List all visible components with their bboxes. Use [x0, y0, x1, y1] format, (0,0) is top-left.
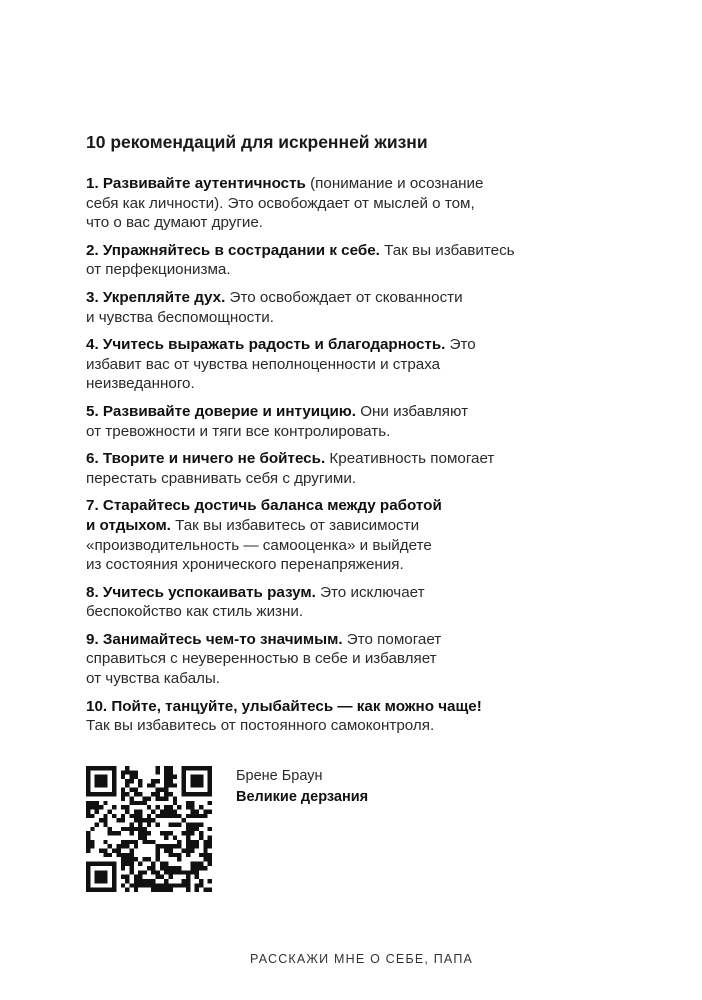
recommendation-item: [86, 630, 606, 689]
recommendation-line: [86, 630, 606, 650]
recommendation-line: [86, 213, 606, 233]
recommendation-text: себя как личности). Это освобождает от мыслей о том,: [86, 194, 475, 212]
recommendation-item: [86, 288, 606, 327]
recommendation-text: Это исключает: [315, 583, 425, 601]
recommendation-lead: 6. Творите и ничего не бойтесь.: [86, 450, 326, 468]
recommendation-text: Креативность помогает: [325, 450, 495, 468]
qr-code[interactable]: [86, 766, 212, 892]
recommendation-line: [86, 697, 606, 717]
recommendation-text: от перфекционизма.: [86, 261, 231, 279]
recommendation-lead: 5. Развивайте доверие и интуицию.: [86, 402, 357, 420]
recommendation-text: что о вас думают другие.: [86, 214, 264, 232]
recommendation-line: [86, 516, 606, 536]
recommendation-text: Так вы избавитесь от постоянного самоконтроля.: [86, 717, 435, 735]
recommendation-item: [86, 241, 606, 280]
recommendation-text: Они избавляют: [356, 402, 469, 420]
recommendation-item: [86, 697, 606, 736]
recommendation-list: [86, 174, 606, 744]
recommendation-line: [86, 469, 606, 489]
recommendation-text: из состояния хронического перенапряжения.: [86, 556, 404, 574]
recommendation-line: [86, 260, 606, 280]
recommendation-text: Это освобождает от скованности: [225, 288, 463, 306]
recommendation-item: [86, 496, 606, 574]
recommendation-line: [86, 308, 606, 328]
recommendation-line: [86, 602, 606, 622]
recommendation-text: избавит вас от чувства неполноценности и страха: [86, 355, 441, 373]
recommendation-line: [86, 174, 606, 194]
recommendation-lead: 4. Учитесь выражать радость и благодарность.: [86, 336, 446, 354]
recommendation-line: [86, 649, 606, 669]
recommendation-line: [86, 449, 606, 469]
recommendation-line: [86, 241, 606, 261]
recommendation-text: Это: [445, 336, 476, 354]
recommendation-line: [86, 716, 606, 736]
recommendation-lead: 8. Учитесь успокаивать разум.: [86, 583, 316, 601]
recommendation-line: [86, 555, 606, 575]
page-footer: [0, 952, 702, 966]
recommendation-line: [86, 583, 606, 603]
recommendation-text: беспокойство как стиль жизни.: [86, 603, 304, 621]
book-title: Великие дерзания: [236, 789, 369, 805]
recommendation-lead: 9. Занимайтесь чем-то значимым.: [86, 630, 343, 648]
recommendation-line: [86, 422, 606, 442]
recommendation-text: Так вы избавитесь: [379, 241, 515, 259]
recommendation-line: [86, 194, 606, 214]
recommendation-lead: 1. Развивайте аутентичность: [86, 175, 306, 192]
recommendation-line: [86, 496, 606, 516]
page-title: 10 рекомендаций для искренней жизни: [86, 132, 428, 152]
recommendation-lead: 3. Укрепляйте дух.: [86, 288, 226, 306]
recommendation-line: [86, 355, 606, 375]
recommendation-lead: 10. Пойте, танцуйте, улыбайтесь — как можно чаще!: [86, 697, 482, 715]
recommendation-line: [86, 288, 606, 308]
recommendation-text: «производительность — самооценка» и выйдете: [86, 536, 432, 554]
recommendation-lead: и отдыхом.: [86, 516, 171, 534]
recommendation-line: [86, 669, 606, 689]
recommendation-line: [86, 402, 606, 422]
recommendation-item: [86, 335, 606, 394]
recommendation-text: (понимание и осознание: [305, 175, 484, 192]
recommendation-line: [86, 335, 606, 355]
recommendation-text: справиться с неуверенностью в себе и избавляет: [86, 650, 437, 668]
book-author: Брене Браун: [236, 768, 323, 784]
recommendation-item: [86, 402, 606, 441]
recommendation-item: [86, 174, 606, 233]
recommendation-text: перестать сравнивать себя с другими.: [86, 469, 357, 487]
recommendation-text: от чувства кабалы.: [86, 670, 221, 688]
book-source: [236, 766, 368, 808]
recommendation-text: и чувства беспомощности.: [86, 308, 274, 326]
recommendation-lead: 7. Старайтесь достичь баланса между работой: [86, 497, 442, 515]
recommendation-item: [86, 583, 606, 622]
running-title: РАССКАЖИ МНЕ О СЕБЕ, ПАПА: [250, 952, 474, 966]
recommendation-text: Так вы избавитесь от зависимости: [170, 516, 420, 534]
recommendation-text: от тревожности и тяги все контролировать.: [86, 422, 391, 440]
recommendation-line: [86, 536, 606, 556]
recommendation-line: [86, 374, 606, 394]
recommendation-lead: 2. Упражняйтесь в сострадании к себе.: [86, 241, 380, 259]
recommendation-item: [86, 449, 606, 488]
recommendation-text: Это помогает: [342, 630, 442, 648]
recommendation-text: неизведанного.: [86, 375, 195, 393]
